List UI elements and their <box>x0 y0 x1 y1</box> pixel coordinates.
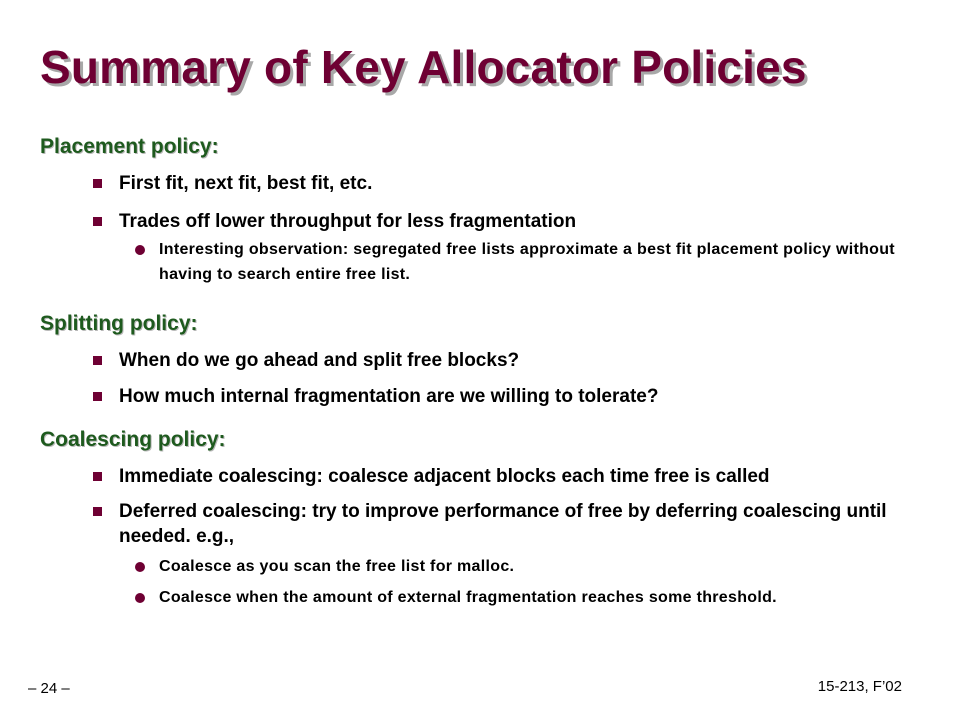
course-label: 15-213, F’02 <box>817 678 902 695</box>
list-item-text: When do we go ahead and split free blocks? <box>119 350 520 371</box>
list-item <box>40 384 920 409</box>
section-heading: Splitting policy: <box>40 312 198 335</box>
square-bullet-icon <box>93 179 102 188</box>
square-bullet-icon <box>93 356 102 365</box>
sub-list-item-text: Coalesce as you scan the free list for malloc. <box>159 558 515 575</box>
section-placement-policy <box>40 135 920 287</box>
list-item <box>40 499 920 549</box>
square-bullet-icon <box>93 472 102 481</box>
sub-list-item <box>40 237 920 287</box>
round-bullet-icon <box>135 562 145 572</box>
section-splitting-policy <box>40 312 920 409</box>
section-coalescing-policy <box>40 428 920 610</box>
section-heading: Coalescing policy: <box>40 428 226 451</box>
sub-list-item <box>40 554 920 579</box>
list-item-text: How much internal fragmentation are we willing to tolerate? <box>119 386 659 407</box>
square-bullet-icon <box>93 217 102 226</box>
square-bullet-icon <box>93 392 102 401</box>
list-item <box>40 171 920 196</box>
list-item-text: First fit, next fit, best fit, etc. <box>119 173 373 194</box>
sub-list-item-text: Interesting observation: segregated free lists approximate a best fit placement policy without having to search entire free list. <box>159 241 895 283</box>
list-item-text: Immediate coalescing: coalesce adjacent blocks each time free is called <box>119 466 770 487</box>
sub-list-item <box>40 585 920 610</box>
bullet-list <box>40 348 920 409</box>
list-item <box>40 464 920 489</box>
round-bullet-icon <box>135 245 145 255</box>
list-item-text: Trades off lower throughput for less fragmentation <box>119 211 577 232</box>
sub-list-item-text: Coalesce when the amount of external fragmentation reaches some threshold. <box>159 589 777 606</box>
round-bullet-icon <box>135 593 145 603</box>
list-item-text: Deferred coalescing: try to improve performance of free by deferring coalescing until needed. e.g., <box>119 501 887 547</box>
section-heading: Placement policy: <box>40 135 219 158</box>
square-bullet-icon <box>93 507 102 516</box>
page-number: – 24 – <box>28 680 70 697</box>
bullet-list <box>40 171 920 287</box>
bullet-list <box>40 464 920 610</box>
slide-title: Summary of Key Allocator Policies <box>40 41 807 93</box>
list-item <box>40 348 920 373</box>
list-item <box>40 209 920 234</box>
